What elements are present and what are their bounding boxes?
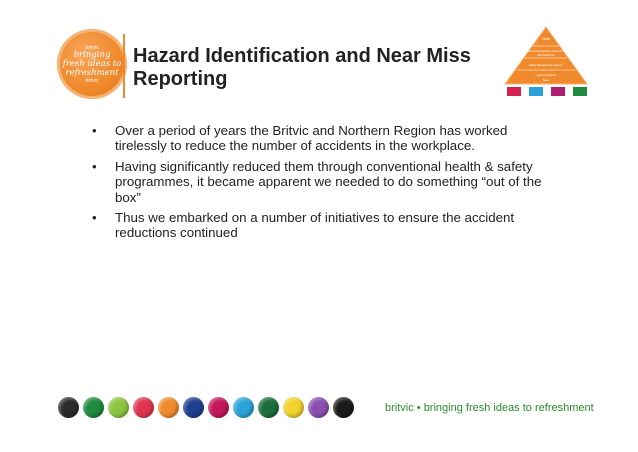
bullet-item	[92, 159, 562, 205]
pyramid-box-1	[507, 87, 521, 96]
logo-line-3: refreshment	[65, 67, 119, 78]
pyramid-tier-6: Base	[543, 79, 549, 82]
bottle-cap-icon	[308, 397, 329, 418]
pyramid-tier-1: Vision	[541, 37, 551, 41]
bullet-symbol: •	[92, 210, 97, 226]
bullet-text: Over a period of years the Britvic and Northern Region has worked tirelessly to reduce the number of accidents in the workplace.	[115, 123, 508, 154]
bullet-item	[92, 210, 562, 241]
bottle-cap-icon	[158, 397, 179, 418]
bullet-symbol: •	[92, 158, 97, 174]
pyramid-box-2	[529, 87, 543, 96]
safety-pyramid-graphic	[503, 26, 589, 98]
bottle-cap-icon	[258, 397, 279, 418]
bottle-cap-icon	[283, 397, 304, 418]
title-divider	[123, 34, 125, 98]
pyramid-box-3	[551, 87, 565, 96]
pyramid-icon	[503, 26, 589, 88]
bottle-cap-icon	[58, 397, 79, 418]
pyramid-boxes	[507, 87, 587, 98]
britvic-logo	[57, 29, 127, 99]
bullet-symbol: •	[92, 123, 97, 138]
bullet-text: Having significantly reduced them through conventional health & safety programmes, it became apparent we needed to do something “out of the box”	[115, 158, 542, 205]
bottle-cap-icon	[133, 397, 154, 418]
bottle-caps-row	[58, 397, 358, 421]
pyramid-tier-4: Safety Management Systems	[529, 64, 563, 67]
bottle-cap-icon	[83, 397, 104, 418]
logo-line-1: bringing	[73, 49, 111, 60]
logo-top-text: britvic	[85, 44, 99, 51]
pyramid-tier-3: Risk Reduction	[537, 54, 555, 57]
pyramid-tier-2: Behavioural Interventions and Near Misses	[521, 50, 571, 53]
footer-tagline: britvic • bringing fresh ideas to refreshment	[385, 402, 594, 414]
bottle-cap-icon	[233, 397, 254, 418]
bullet-list	[92, 123, 562, 246]
slide-title: Hazard Identification and Near Miss Reporting	[133, 45, 471, 90]
bullet-item	[92, 123, 562, 154]
bullet-text: Thus we embarked on a number of initiatives to ensure the accident reductions continued	[115, 210, 515, 241]
bottle-cap-icon	[333, 397, 354, 418]
logo-line-2: fresh ideas to	[62, 58, 122, 69]
bottle-cap-icon	[183, 397, 204, 418]
pyramid-tier-5: Legal Compliance	[535, 74, 557, 77]
bottle-cap-icon	[208, 397, 229, 418]
logo-bottom-text: britvic	[85, 77, 99, 84]
pyramid-box-4	[573, 87, 587, 96]
bottle-cap-icon	[108, 397, 129, 418]
